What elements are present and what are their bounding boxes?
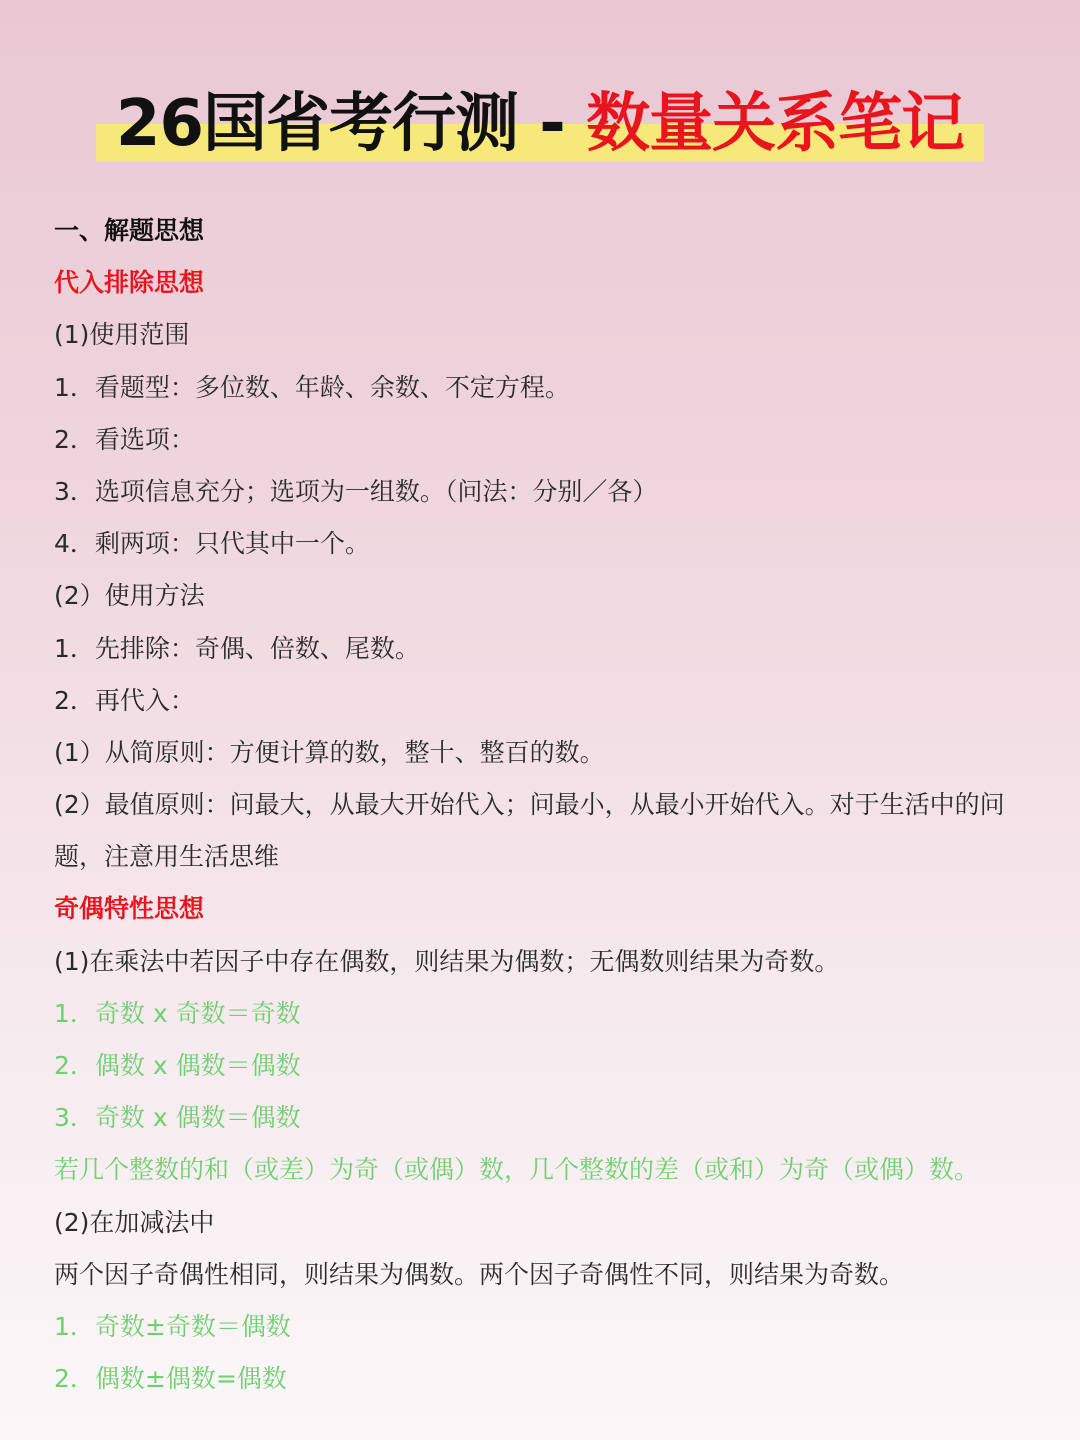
line-16: 3．奇数 x 偶数＝偶数 — [54, 1103, 301, 1133]
line-9: 2．再代入： — [54, 685, 195, 715]
line-4: 2．看选项： — [54, 424, 195, 454]
line-5: 3．选项信息充分；选项为一组数。（问法：分别／各） — [54, 476, 658, 506]
notes-body — [54, 205, 1044, 1405]
line-11: (2）最值原则：问最大，从最大开始代入；问最小，从最小开始代入。对于生活中的问题，注意用生活思维 — [54, 790, 1005, 872]
line-21: 2．偶数±偶数=偶数 — [54, 1364, 287, 1394]
line-7: (2）使用方法 — [54, 581, 205, 611]
line-6: 4．剩两项：只代其中一个。 — [54, 529, 370, 559]
line-8: 1．先排除：奇偶、倍数、尾数。 — [54, 633, 420, 663]
line-20: 1．奇数±奇数＝偶数 — [54, 1311, 291, 1341]
line-19: 两个因子奇偶性相同，则结果为偶数。两个因子奇偶性不同，则结果为奇数。 — [54, 1259, 905, 1289]
title-wrap — [0, 82, 1080, 166]
line-18: (2)在加减法中 — [54, 1207, 215, 1237]
line-0: 一、解题思想 — [54, 216, 205, 245]
line-15: 2．偶数 x 偶数＝偶数 — [54, 1051, 301, 1081]
line-12: 奇偶特性思想 — [54, 894, 205, 924]
title-part2: 数量关系笔记 — [586, 87, 965, 161]
line-10: (1）从简原则：方便计算的数，整十、整百的数。 — [54, 737, 605, 767]
line-1: 代入排除思想 — [54, 268, 205, 298]
line-3: 1．看题型：多位数、年龄、余数、不定方程。 — [54, 372, 570, 402]
line-14: 1．奇数 x 奇数＝奇数 — [54, 998, 301, 1028]
page-title — [96, 82, 984, 166]
line-13: (1)在乘法中若因子中存在偶数，则结果为偶数；无偶数则结果为奇数。 — [54, 946, 840, 976]
line-17: 若几个整数的和（或差）为奇（或偶）数，几个整数的差（或和）为奇（或偶）数。 — [54, 1155, 980, 1185]
title-part1: 26国省考行测 — [115, 87, 518, 161]
line-2: (1)使用范围 — [54, 320, 190, 350]
title-separator: - — [517, 87, 587, 161]
